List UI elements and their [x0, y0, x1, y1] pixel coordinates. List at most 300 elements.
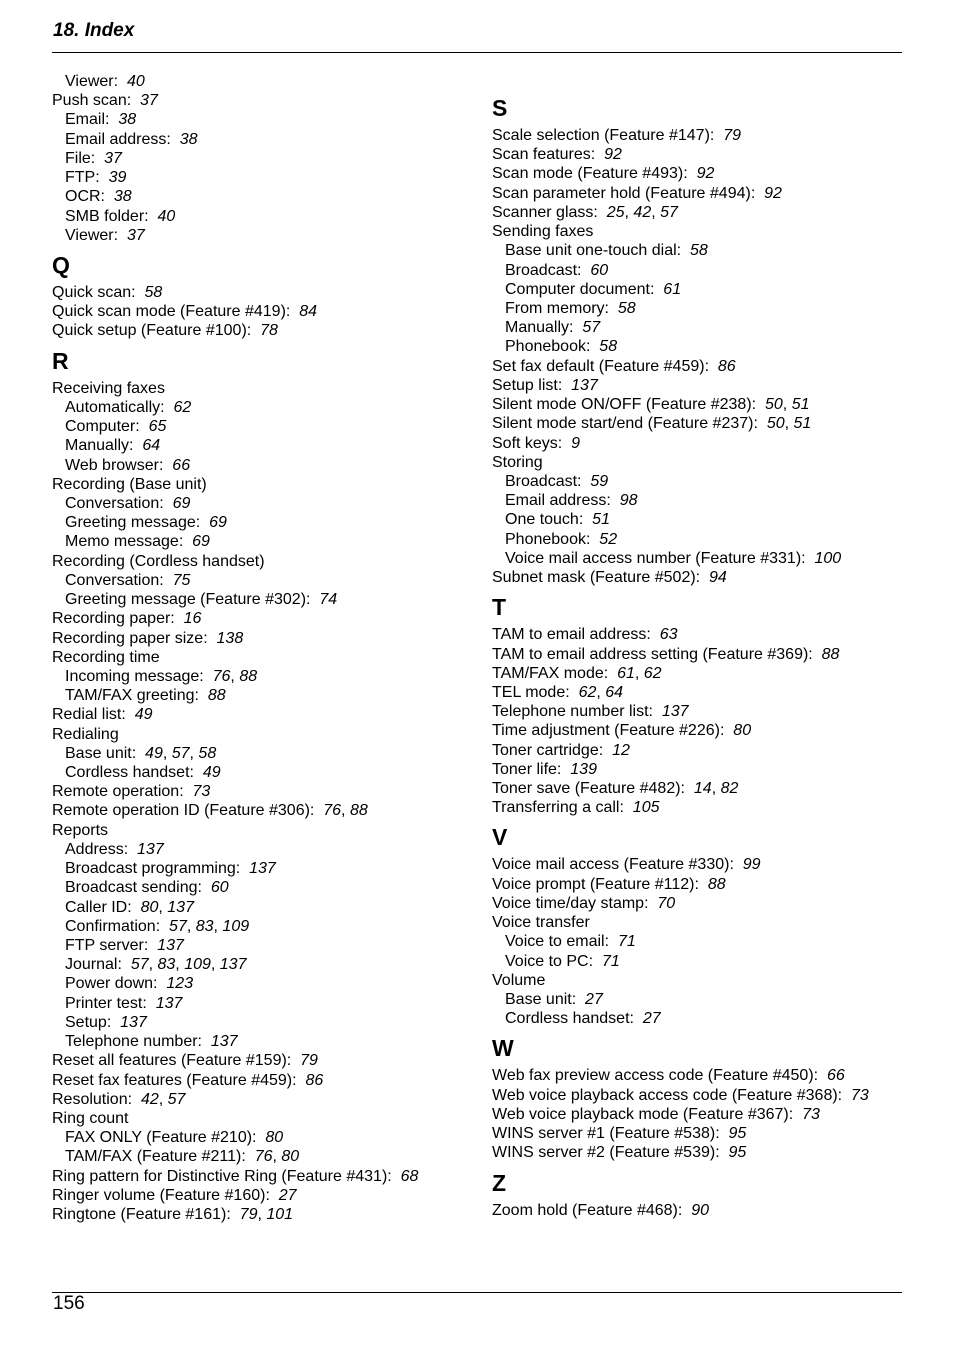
index-term: Setup list:: [492, 376, 563, 394]
index-entry: TAM/FAX mode: 61, 62: [492, 664, 662, 682]
page-reference-link[interactable]: 137: [571, 376, 598, 394]
index-term: Resolution:: [52, 1090, 133, 1108]
page-reference-link[interactable]: 51: [592, 511, 610, 529]
index-subentry: [52, 168, 126, 187]
index-entry: [52, 552, 265, 571]
index-entry: [492, 875, 726, 894]
index-term: Viewer:: [65, 73, 119, 90]
index-entry: [492, 1143, 746, 1162]
index-entry: Ringtone (Feature #161): 79, 101: [52, 1206, 294, 1224]
page-reference-link[interactable]: 82: [720, 780, 739, 798]
index-entry: [52, 609, 201, 628]
page-reference-link[interactable]: 99: [742, 856, 761, 874]
page-reference-link[interactable]: 70: [657, 894, 676, 912]
page-reference-link[interactable]: 90: [691, 1201, 710, 1219]
index-term: WINS server #1 (Feature #538):: [492, 1125, 720, 1143]
index-subentry: [492, 280, 681, 299]
index-term: File:: [65, 149, 96, 167]
index-term: Broadcast:: [505, 472, 582, 490]
page-reference-link[interactable]: 49: [202, 764, 221, 782]
index-entry: Remote operation ID (Feature #306): 76, 88: [52, 802, 368, 820]
page-reference-link[interactable]: 69: [192, 533, 210, 551]
index-term: Manually:: [65, 437, 134, 455]
index-subentry: [52, 840, 164, 859]
index-subentry: [52, 187, 132, 206]
index-term: Set fax default (Feature #459):: [492, 357, 710, 375]
index-subentry: [52, 571, 190, 590]
index-term: SMB folder:: [65, 207, 149, 225]
index-term: Voice mail access (Feature #330):: [492, 856, 734, 874]
page-reference-link[interactable]: 92: [604, 146, 622, 164]
index-term: Voice to email:: [505, 933, 610, 951]
page-reference-link[interactable]: 75: [172, 571, 191, 589]
running-header: 18. Index: [53, 20, 135, 41]
page-reference-link[interactable]: 62: [643, 664, 662, 682]
index-subentry: Journal: 57, 83, 109, 137: [65, 956, 247, 974]
index-term: Automatically:: [65, 398, 165, 416]
index-entry: [492, 453, 543, 472]
index-term: Push scan:: [52, 92, 132, 110]
index-term: Ring count: [52, 1110, 129, 1127]
index-term: Scan parameter hold (Feature #494):: [492, 184, 756, 202]
index-entry: [52, 821, 108, 840]
index-entry: [52, 475, 207, 494]
page-reference-link[interactable]: 137: [661, 703, 689, 721]
index-subentry: [52, 1013, 147, 1032]
index-entry: [492, 1066, 845, 1085]
page-reference-link[interactable]: 50: [765, 396, 783, 414]
page-reference-link[interactable]: 62: [578, 683, 597, 701]
index-term: From memory:: [505, 299, 609, 317]
section-letter-z: Z: [492, 1169, 507, 1196]
page-reference-link[interactable]: 51: [791, 396, 810, 414]
page-reference-link[interactable]: 73: [802, 1105, 820, 1123]
index-term: Zoom hold (Feature #468):: [492, 1201, 683, 1219]
index-entry: [492, 721, 751, 740]
page-reference-link[interactable]: 40: [157, 207, 176, 225]
index-term: Recording paper:: [52, 610, 175, 628]
index-term: Cordless handset:: [65, 764, 194, 782]
page-reference-link[interactable]: 79: [239, 1206, 258, 1224]
page-reference-link[interactable]: 94: [709, 569, 727, 587]
page-reference-link[interactable]: 27: [278, 1186, 297, 1204]
page-reference-link[interactable]: 57: [169, 917, 187, 935]
index-term: Web fax preview access code (Feature #450):: [492, 1067, 819, 1085]
index-entry: [52, 1167, 418, 1186]
page-reference-link[interactable]: 86: [717, 357, 736, 375]
index-subentry: [492, 932, 636, 951]
page-reference-link[interactable]: 61: [617, 664, 635, 682]
index-entry: Resolution: 42, 57: [52, 1090, 186, 1108]
index-entry: [492, 145, 622, 164]
index-subentry: TAM/FAX (Feature #211): 76, 80: [65, 1148, 300, 1166]
page-reference-link[interactable]: 71: [617, 933, 636, 951]
index-term: Quick scan:: [52, 283, 136, 301]
page-reference-link[interactable]: 58: [144, 283, 163, 301]
page-reference-link[interactable]: 84: [299, 303, 318, 321]
index-subentry: [492, 318, 600, 337]
index-term: Toner life:: [492, 760, 562, 778]
index-subentry: [52, 436, 160, 455]
index-entry: [492, 357, 736, 376]
index-term: Computer document:: [505, 280, 655, 298]
page-reference-link[interactable]: 40: [126, 73, 145, 90]
index-term: Quick setup (Feature #100):: [52, 322, 252, 340]
page-reference-link[interactable]: 88: [349, 802, 368, 820]
index-subentry: Incoming message: 76, 88: [65, 667, 258, 685]
index-subentry: [52, 532, 210, 551]
page-reference-link[interactable]: 123: [166, 975, 194, 993]
page-reference-link[interactable]: 60: [590, 261, 609, 279]
index-entry: [492, 702, 689, 721]
page-reference-link[interactable]: 57: [660, 203, 678, 221]
index-entry: [52, 1051, 318, 1070]
page-reference-link[interactable]: 60: [210, 879, 229, 897]
index-entry: [52, 705, 153, 724]
page-reference-link[interactable]: 57: [582, 319, 601, 337]
page-reference-link[interactable]: 138: [216, 629, 244, 647]
page-reference-link[interactable]: 58: [690, 242, 708, 260]
index-term: Voice to PC:: [505, 952, 594, 970]
index-term: Recording (Base unit): [52, 475, 207, 493]
index-term: Web voice playback mode (Feature #367):: [492, 1105, 794, 1123]
page-reference-link[interactable]: 63: [659, 626, 678, 644]
index-term: Computer:: [65, 418, 140, 436]
index-term: Toner cartridge:: [492, 741, 604, 759]
page-reference-link[interactable]: 88: [821, 645, 840, 663]
page-reference-link[interactable]: 74: [319, 591, 338, 609]
index-term: Voice prompt (Feature #112):: [492, 875, 699, 893]
index-entry: [52, 1186, 297, 1205]
page-reference-link[interactable]: 37: [126, 226, 145, 244]
index-entry: [492, 126, 741, 145]
index-term: Setup:: [65, 1013, 112, 1031]
page-reference-link[interactable]: 64: [605, 683, 624, 701]
section-letter-v: V: [492, 824, 508, 851]
index-term: Voice time/day stamp:: [492, 894, 649, 912]
index-entry: [492, 971, 545, 990]
page-reference-link[interactable]: 137: [120, 1013, 147, 1031]
page-reference-link[interactable]: 57: [171, 744, 190, 762]
index-subentry: [52, 226, 145, 245]
index-term: Redialing: [52, 725, 119, 743]
index-entry: [492, 1201, 709, 1220]
index-entry: [492, 434, 580, 453]
page-reference-link[interactable]: 16: [183, 610, 202, 628]
index-term: Redial list:: [52, 706, 126, 724]
index-entry: Silent mode start/end (Feature #237): 50, 51: [492, 415, 812, 433]
page-reference-link[interactable]: 69: [209, 514, 227, 532]
index-entry: [492, 798, 660, 817]
page-reference-link[interactable]: 88: [207, 687, 226, 705]
index-term: Silent mode ON/OFF (Feature #238):: [492, 396, 757, 414]
page-reference-link[interactable]: 98: [619, 492, 638, 510]
index-term: Power down:: [65, 975, 158, 993]
index-term: Base unit one-touch dial:: [505, 242, 682, 260]
index-entry: [52, 379, 165, 398]
index-term: Telephone number:: [65, 1033, 202, 1051]
page-reference-link[interactable]: 73: [851, 1086, 869, 1104]
index-subentry: [52, 207, 175, 226]
index-term: Journal:: [65, 956, 122, 974]
index-term: Sending faxes: [492, 223, 594, 241]
page-reference-link[interactable]: 109: [184, 956, 211, 974]
index-entry: [492, 184, 782, 203]
index-term: Email:: [65, 111, 110, 129]
index-term: Address:: [65, 840, 129, 858]
index-term: Remote operation:: [52, 783, 184, 801]
page-reference-link[interactable]: 100: [814, 549, 842, 567]
index-entry: [492, 1124, 746, 1143]
page-reference-link[interactable]: 49: [134, 706, 153, 724]
page-reference-link[interactable]: 49: [145, 744, 163, 762]
page-reference-link[interactable]: 27: [642, 1010, 661, 1028]
page-reference-link[interactable]: 88: [239, 667, 258, 685]
index-entry: Scanner glass: 25, 42, 57: [492, 203, 678, 221]
index-entry: [492, 913, 590, 932]
page-reference-link[interactable]: 52: [599, 530, 618, 548]
index-term: TAM/FAX mode:: [492, 664, 609, 682]
page-reference-link[interactable]: 68: [400, 1167, 419, 1185]
page-reference-link[interactable]: 38: [118, 111, 137, 129]
index-term: Reset all features (Feature #159):: [52, 1052, 292, 1070]
header-rule: [52, 52, 902, 53]
index-term: Printer test:: [65, 994, 147, 1012]
index-subentry: [52, 763, 221, 782]
index-term: Manually:: [505, 319, 574, 337]
index-term: One touch:: [505, 511, 584, 529]
index-term: Soft keys:: [492, 434, 563, 452]
page-reference-link[interactable]: 76: [323, 802, 342, 820]
page-reference-link[interactable]: 78: [260, 322, 278, 340]
index-term: Telephone number list:: [492, 703, 653, 721]
page-reference-link[interactable]: 95: [728, 1144, 747, 1162]
page-reference-link[interactable]: 76: [254, 1148, 273, 1166]
section-letter-r: R: [52, 347, 69, 374]
index-term: Remote operation ID (Feature #306):: [52, 802, 315, 820]
index-term: Conversation:: [65, 494, 164, 512]
index-term: TAM/FAX greeting:: [65, 687, 199, 705]
page-reference-link[interactable]: 65: [148, 418, 167, 436]
index-subentry: [52, 494, 190, 513]
index-term: Scan mode (Feature #493):: [492, 165, 688, 183]
index-term: Memo message:: [65, 533, 184, 551]
page-reference-link[interactable]: 66: [172, 456, 191, 474]
index-subentry: [492, 299, 636, 318]
index-entry: [492, 894, 675, 913]
page-reference-link[interactable]: 38: [179, 130, 198, 148]
page-reference-link[interactable]: 79: [723, 127, 742, 144]
page-reference-link[interactable]: 61: [663, 280, 682, 298]
index-entry: [492, 164, 714, 183]
index-subentry: [52, 72, 145, 91]
index-term: Volume: [492, 971, 546, 989]
page-reference-link[interactable]: 80: [140, 898, 159, 916]
page-reference-link[interactable]: 51: [793, 415, 812, 433]
index-entry: [492, 1086, 869, 1105]
page-reference-link[interactable]: 79: [300, 1052, 318, 1070]
page-reference-link[interactable]: 76: [212, 667, 231, 685]
page-reference-link[interactable]: 37: [104, 149, 122, 167]
page-reference-link[interactable]: 59: [590, 472, 609, 490]
page-reference-link[interactable]: 12: [612, 741, 630, 759]
index-term: Time adjustment (Feature #226):: [492, 722, 725, 740]
page-reference-link[interactable]: 109: [222, 917, 250, 935]
index-term: Email address:: [65, 130, 171, 148]
page-reference-link[interactable]: 137: [210, 1033, 238, 1051]
index-term: Broadcast:: [505, 261, 582, 279]
index-subentry: [52, 686, 226, 705]
page-reference-link[interactable]: 137: [155, 994, 183, 1012]
page-reference-link[interactable]: 37: [140, 92, 158, 110]
index-term: Ringer volume (Feature #160):: [52, 1186, 270, 1204]
page-reference-link[interactable]: 42: [140, 1090, 159, 1108]
page-reference-link[interactable]: 137: [249, 860, 276, 878]
page-reference-link[interactable]: 73: [192, 783, 211, 801]
page-reference-link[interactable]: 62: [173, 398, 192, 416]
page-reference-link[interactable]: 80: [733, 722, 752, 740]
page-reference-link[interactable]: 92: [696, 165, 715, 183]
page-reference-link[interactable]: 80: [265, 1129, 284, 1147]
index-term: Phonebook:: [505, 530, 591, 548]
index-term: Base unit:: [65, 744, 137, 762]
index-subentry: [492, 530, 617, 549]
page-reference-link[interactable]: 27: [585, 991, 603, 1009]
section-letter-s: S: [492, 95, 508, 121]
index-entry: [52, 782, 210, 801]
index-term: Viewer:: [65, 226, 119, 244]
page-reference-link[interactable]: 83: [195, 917, 214, 935]
index-term: Caller ID:: [65, 898, 132, 916]
index-term: FAX ONLY (Feature #210):: [65, 1129, 257, 1147]
page-reference-link[interactable]: 92: [764, 184, 782, 202]
index-term: Scanner glass:: [492, 203, 598, 221]
page-reference-link[interactable]: 38: [113, 188, 132, 206]
index-subentry: [492, 549, 841, 568]
index-term: Recording time: [52, 648, 160, 666]
index-term: TAM to email address:: [492, 626, 651, 644]
index-entry: [52, 321, 278, 340]
index-term: Web browser:: [65, 456, 164, 474]
index-term: Scale selection (Feature #147):: [492, 127, 715, 144]
index-entry: [492, 625, 678, 644]
index-term: TEL mode:: [492, 683, 570, 701]
index-entry: [52, 725, 119, 744]
page-reference-link[interactable]: 64: [142, 437, 161, 455]
page-reference-link[interactable]: 71: [601, 952, 620, 970]
index-term: Toner save (Feature #482):: [492, 780, 685, 798]
index-term: OCR:: [65, 188, 105, 206]
page-reference-link[interactable]: 39: [108, 169, 127, 187]
page-reference-link[interactable]: 58: [599, 338, 618, 356]
index-subentry: [492, 261, 608, 280]
index-subentry: [52, 974, 193, 993]
page-reference-link[interactable]: 105: [632, 799, 660, 817]
page-reference-link[interactable]: 137: [137, 840, 164, 858]
page-reference-link[interactable]: 58: [198, 744, 217, 762]
page-reference-link[interactable]: 139: [570, 760, 597, 778]
page-reference-link[interactable]: 42: [633, 203, 652, 221]
index-subentry: [52, 130, 198, 149]
index-entry: [492, 855, 761, 874]
page-number: 156: [53, 1293, 85, 1314]
index-term: Recording paper size:: [52, 629, 208, 647]
index-term: Voice mail access number (Feature #331):: [505, 549, 806, 567]
index-subentry: [492, 337, 617, 356]
page-reference-link[interactable]: 66: [826, 1067, 845, 1085]
index-subentry: [492, 952, 620, 971]
index-term: Recording (Cordless handset): [52, 552, 265, 570]
index-subentry: [52, 398, 191, 417]
page-reference-link[interactable]: 101: [266, 1206, 294, 1224]
index-term: Reset fax features (Feature #459):: [52, 1071, 297, 1089]
page-reference-link[interactable]: 69: [172, 494, 191, 512]
page-reference-link[interactable]: 9: [571, 434, 581, 452]
page-reference-link[interactable]: 86: [305, 1071, 324, 1089]
index-term: FTP server:: [65, 937, 149, 955]
index-term: Quick scan mode (Feature #419):: [52, 303, 291, 321]
page-reference-link[interactable]: 95: [728, 1125, 747, 1143]
index-subentry: [52, 110, 136, 129]
index-subentry: [492, 491, 638, 510]
index-entry: [52, 1071, 323, 1090]
index-subentry: Base unit: 49, 57, 58: [65, 744, 217, 762]
index-term: Storing: [492, 453, 543, 471]
index-term: Broadcast programming:: [65, 860, 241, 878]
index-entry: [492, 568, 727, 587]
index-subentry: [492, 1009, 661, 1028]
section-letter-w: W: [492, 1035, 514, 1062]
index-entry: [492, 376, 598, 395]
page-reference-link[interactable]: 83: [157, 956, 176, 974]
page-reference-link[interactable]: 88: [707, 875, 726, 893]
index-term: Ringtone (Feature #161):: [52, 1206, 231, 1224]
index-subentry: [492, 241, 708, 260]
index-entry: [492, 645, 839, 664]
index-entry: [492, 1105, 820, 1124]
index-entry: [492, 741, 630, 760]
page-reference-link[interactable]: 58: [617, 299, 636, 317]
page-reference-link[interactable]: 57: [167, 1090, 186, 1108]
page-reference-link[interactable]: 80: [281, 1148, 300, 1166]
page-reference-link[interactable]: 25: [606, 203, 625, 221]
index-term: Conversation:: [65, 571, 164, 589]
index-subentry: Confirmation: 57, 83, 109: [65, 917, 250, 935]
index-term: Greeting message (Feature #302):: [65, 591, 311, 609]
index-term: Scan features:: [492, 146, 596, 164]
index-entry: [52, 648, 160, 667]
page-reference-link[interactable]: 137: [167, 898, 194, 916]
index-term: Receiving faxes: [52, 379, 165, 397]
page-reference-link[interactable]: 50: [766, 415, 785, 433]
index-subentry: [52, 994, 182, 1013]
index-entry: [52, 91, 158, 110]
index-subentry: [52, 417, 166, 436]
page-reference-link[interactable]: 137: [219, 956, 247, 974]
page-reference-link[interactable]: 57: [130, 956, 149, 974]
index-term: TAM to email address setting (Feature #369):: [492, 645, 813, 663]
index-term: TAM/FAX (Feature #211):: [65, 1148, 246, 1166]
index-term: Broadcast sending:: [65, 879, 202, 897]
index-subentry: [52, 859, 276, 878]
index-term: Ring pattern for Distinctive Ring (Feature #431):: [52, 1167, 392, 1185]
index-term: Cordless handset:: [505, 1010, 634, 1028]
index-subentry: [52, 149, 122, 168]
index-term: Silent mode start/end (Feature #237):: [492, 415, 758, 433]
index-entry: [52, 629, 243, 648]
page-reference-link[interactable]: 14: [693, 780, 712, 798]
page-reference-link[interactable]: 137: [157, 937, 184, 955]
